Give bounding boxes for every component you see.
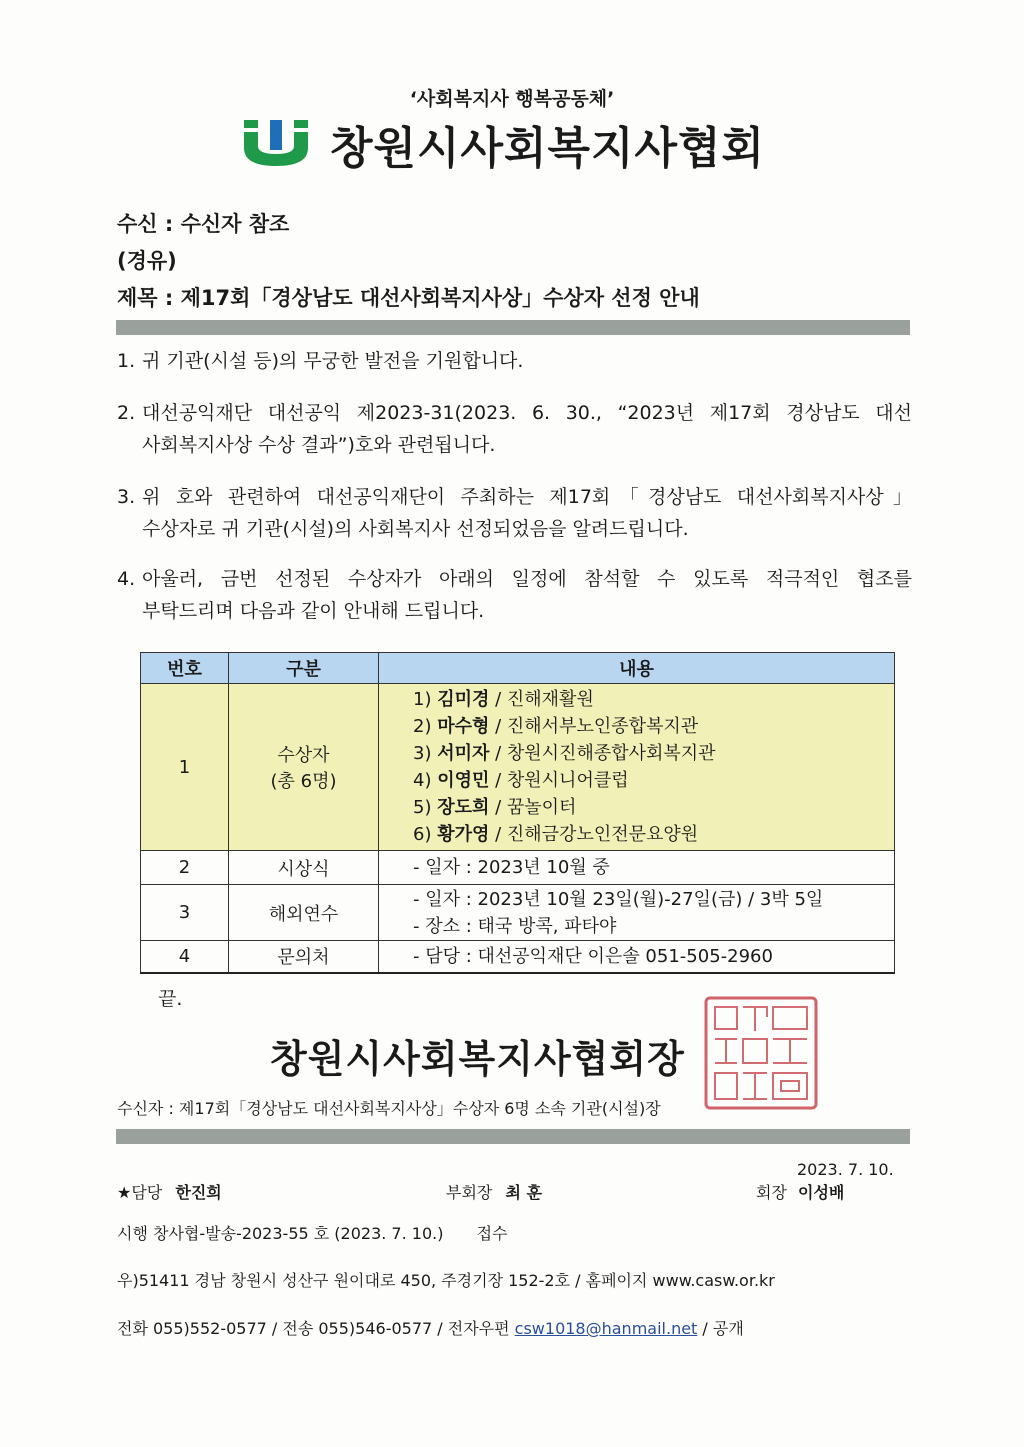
table-row bbox=[141, 851, 895, 885]
table-row bbox=[141, 941, 895, 973]
winner-index: 4) bbox=[413, 770, 432, 791]
paragraph-text: 사회복지사상 수상 결과”)호와 관련됩니다. bbox=[142, 434, 496, 456]
header-number: 번호 bbox=[141, 653, 229, 684]
receipt-label: 접수 bbox=[476, 1224, 508, 1243]
winner-index: 3) bbox=[413, 743, 432, 764]
winner-index: 6) bbox=[413, 824, 432, 845]
execution-number: 시행 창사협-발송-2023-55 호 (2023. 7. 10.) bbox=[117, 1224, 444, 1243]
email-link[interactable]: csw1018@hanmail.net bbox=[514, 1319, 698, 1338]
row-category: 문의처 bbox=[229, 941, 379, 973]
staff-label: ★담당 bbox=[117, 1183, 163, 1202]
list-item bbox=[413, 821, 894, 848]
paragraph-text: 부탁드리며 다음과 같이 안내해 드립니다. bbox=[142, 600, 485, 622]
row-number: 2 bbox=[141, 851, 229, 885]
category-count: (총 6명) bbox=[270, 771, 337, 792]
staff-block bbox=[117, 1180, 222, 1203]
winner-name: 김미경 bbox=[437, 689, 490, 710]
end-mark: 끝. bbox=[158, 988, 183, 1010]
list-item bbox=[413, 794, 894, 821]
paragraph-text: 수상자로 귀 기관(시설)의 사회복지사 선정되었음을 알려드립니다. bbox=[142, 518, 689, 540]
category-label: 수상자 bbox=[277, 745, 330, 766]
winner-name: 장도희 bbox=[437, 797, 490, 818]
row-number: 4 bbox=[141, 941, 229, 973]
winner-org: / 진해서부노인종합복지관 bbox=[489, 716, 699, 737]
winner-org: / 진해재활원 bbox=[489, 689, 594, 710]
schedule-table bbox=[140, 652, 895, 974]
paragraph-number: 1. bbox=[117, 350, 136, 372]
winner-org: / 창원시진해종합사회복지관 bbox=[489, 743, 716, 764]
phone-fax: 전화 055)552-0577 / 전송 055)546-0577 / 전자우편 bbox=[117, 1319, 510, 1338]
contact-line bbox=[117, 1316, 744, 1339]
winner-name: 서미자 bbox=[437, 743, 490, 764]
list-item bbox=[413, 767, 894, 794]
paragraph-2 bbox=[117, 397, 912, 461]
subject-line: 제목 : 제17회「경상남도 대선사회복지사상」수상자 선정 안내 bbox=[117, 286, 700, 310]
vice-name: 최 훈 bbox=[505, 1183, 542, 1202]
row-content: - 일자 : 2023년 10월 중 bbox=[379, 851, 895, 885]
president-label: 회장 bbox=[756, 1183, 787, 1202]
winner-name: 이영민 bbox=[437, 770, 490, 791]
paragraph-number: 2. bbox=[117, 402, 136, 424]
row-number: 3 bbox=[141, 885, 229, 941]
winners-list bbox=[379, 684, 895, 851]
list-item bbox=[413, 686, 894, 713]
header-category: 구분 bbox=[229, 653, 379, 684]
paragraph-text: 대선공익재단 대선공익 제2023-31(2023. 6. 30., “2023년 제17회 경상남도 대선 bbox=[142, 402, 912, 424]
winner-org: / 꿈놀이터 bbox=[489, 797, 577, 818]
document-date: 2023. 7. 10. bbox=[797, 1160, 894, 1179]
table-row bbox=[141, 684, 895, 851]
row-content bbox=[379, 885, 895, 941]
paragraph-4 bbox=[117, 563, 912, 627]
row-category: 해외연수 bbox=[229, 885, 379, 941]
row-category bbox=[229, 684, 379, 851]
paragraph-text: 아울러, 금번 선정된 수상자가 아래의 일정에 참석할 수 있도록 적극적인 협조를 bbox=[142, 568, 912, 590]
table-header-row bbox=[141, 653, 895, 684]
winner-index: 1) bbox=[413, 689, 432, 710]
paragraph-text: 귀 기관(시설 등)의 무궁한 발전을 기원합니다. bbox=[142, 350, 524, 372]
via-line: (경유) bbox=[117, 249, 177, 273]
trip-dates: - 일자 : 2023년 10월 23일(월)-27일(금) / 3박 5일 bbox=[413, 888, 824, 910]
organization-name: 창원시사회복지사협회 bbox=[330, 123, 766, 174]
winner-index: 2) bbox=[413, 716, 432, 737]
list-item bbox=[413, 740, 894, 767]
list-item bbox=[413, 713, 894, 740]
paragraph-number: 3. bbox=[117, 486, 136, 508]
recipients-line: 수신자 : 제17회「경상남도 대선사회복지사상」수상자 6명 소속 기관(시설)장 bbox=[117, 1099, 661, 1118]
staff-name: 한진희 bbox=[175, 1183, 222, 1202]
paragraph-3 bbox=[117, 481, 912, 545]
sender-title: 창원시사회복지사협회장 bbox=[270, 1037, 685, 1081]
president-name: 이성배 bbox=[798, 1183, 845, 1202]
address-line: 우)51411 경남 창원시 성산구 원이대로 450, 주경기장 152-2호 / 홈페이지 www.casw.or.kr bbox=[117, 1271, 775, 1290]
header-content: 내용 bbox=[379, 653, 895, 684]
footer-divider bbox=[116, 1129, 910, 1144]
association-logo-icon bbox=[244, 120, 308, 166]
public-label: / 공개 bbox=[702, 1319, 744, 1338]
winner-org: / 진해금강노인전문요양원 bbox=[489, 824, 699, 845]
trip-location: - 장소 : 태국 방콕, 파타야 bbox=[413, 915, 617, 937]
paragraph-number: 4. bbox=[117, 568, 136, 590]
winner-index: 5) bbox=[413, 797, 432, 818]
slogan: ‘사회복지사 행복공동체’ bbox=[409, 88, 615, 110]
winner-name: 마수형 bbox=[437, 716, 490, 737]
winner-name: 황가영 bbox=[437, 824, 490, 845]
paragraph-text: 위 호와 관련하여 대선공익재단이 주최하는 제17회「경상남도 대선사회복지사상」 bbox=[142, 486, 912, 508]
vice-block bbox=[446, 1180, 542, 1203]
execution-line bbox=[117, 1221, 508, 1244]
president-block bbox=[756, 1180, 844, 1203]
row-category: 시상식 bbox=[229, 851, 379, 885]
vice-label: 부회장 bbox=[446, 1183, 493, 1202]
header-divider bbox=[116, 320, 910, 335]
row-content: - 담당 : 대선공익재단 이은솔 051-505-2960 bbox=[379, 941, 895, 973]
table-row bbox=[141, 885, 895, 941]
recipient-line: 수신 : 수신자 참조 bbox=[117, 212, 290, 236]
row-number: 1 bbox=[141, 684, 229, 851]
winner-org: / 창원시니어클럽 bbox=[489, 770, 629, 791]
official-seal-icon bbox=[703, 995, 819, 1111]
paragraph-1 bbox=[117, 345, 912, 377]
